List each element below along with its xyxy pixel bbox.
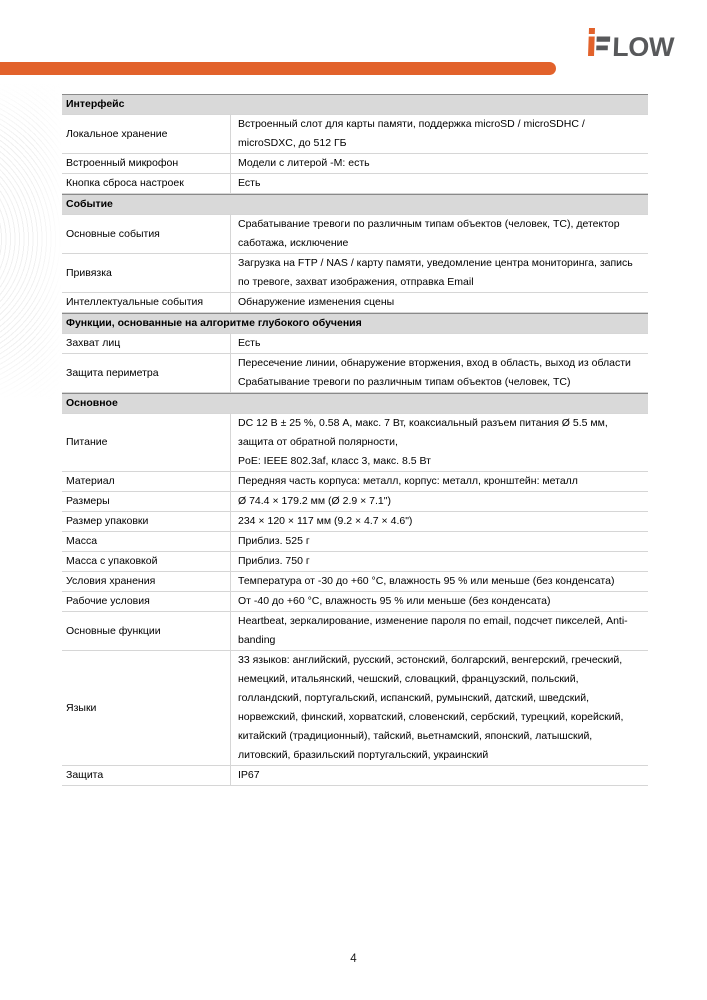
table-row [62,552,648,572]
spec-label: Основные функции [66,624,161,637]
table-row [62,572,648,592]
spec-label: Рабочие условия [66,595,150,607]
spec-value: Heartbeat, зеркалирование, изменение пароля по email, подсчет пикселей, Anti-banding [230,612,648,650]
spec-value: Температура от -30 до +60 °C, влажность 95 % или меньше (без конденсата) [230,572,648,591]
table-row [62,354,648,393]
table-row [62,492,648,512]
table-row [62,472,648,492]
table-row [62,512,648,532]
spec-label: Языки [66,701,97,714]
spec-label: Встроенный микрофон [66,157,179,169]
spec-value: Пересечение линии, обнаружение вторжения, вход в область, выход из области Срабатывание тревоги по различным типам объектов (человек, ТС) [230,354,648,392]
spec-value: Передняя часть корпуса: металл, корпус: металл, кронштейн: металл [230,472,648,491]
spec-value: Есть [230,174,648,193]
section-header: Функции, основанные на алгоритме глубокого обучения [62,313,648,334]
spec-value: Есть [230,334,648,353]
iflow-logo-graphic [587,28,688,56]
spec-label: Материал [66,475,115,487]
spec-value: Обнаружение изменения сцены [230,293,648,312]
section-header: Интерфейс [62,94,648,115]
spec-value: Приблиз. 525 г [230,532,648,551]
spec-label: Интеллектуальные события [66,296,204,308]
spec-label: Питание [66,436,108,448]
spec-label: Масса [66,535,98,547]
spec-table [62,94,648,786]
spec-label: Размер упаковки [66,515,149,527]
spec-label: Основные события [66,227,160,240]
spec-label: Кнопка сброса настроек [66,177,184,189]
spec-value: 33 языков: английский, русский, эстонский, болгарский, венгерский, греческий, немецкий, итальянский, чешский, словацкий, французский, польский, голландский, португальский, испанский, румынский, датский, шведский, норвежский, финский, хорватский, словенский, сербский, турецкий, корейский, китайский (традиционный), тайский, вьетнамский, японский, латышский, литовский, бразильский португальский, украинский [230,651,648,765]
table-row [62,254,648,293]
spec-label: Привязка [66,266,112,279]
spec-value: Загрузка на FTP / NAS / карту памяти, уведомление центра мониторинга, запись по тревоге, захват изображения, отправка Email [230,254,648,292]
table-row [62,174,648,194]
spec-label: Захват лиц [66,337,121,349]
table-row [62,651,648,766]
spec-value: DC 12 В ± 25 %, 0.58 А, макс. 7 Вт, коаксиальный разъем питания Ø 5.5 мм, защита от обратной полярности, PoE: IEEE 802.3af, класс 3, макс. 8.5 Вт [230,414,648,471]
table-row [62,612,648,651]
table-row [62,334,648,354]
section-header: Основное [62,393,648,414]
decorative-swirl [0,84,62,399]
table-row [62,766,648,786]
spec-label: Защита [66,769,104,781]
logo-f-mid-bar [596,46,608,51]
logo-word: LOW [611,32,675,56]
spec-value: Модели с литерой -M: есть [230,154,648,173]
table-row [62,293,648,313]
table-row [62,215,648,254]
spec-label: Масса с упаковкой [66,555,158,567]
spec-label: Локальное хранение [66,127,168,140]
spec-value: IP67 [230,766,648,785]
spec-label: Защита периметра [66,366,159,379]
spec-value: Встроенный слот для карты памяти, поддержка microSD / microSDHC / microSDXC, до 512 ГБ [230,115,648,153]
logo-i-stem [588,37,595,57]
header-accent-bar [0,62,556,75]
iflow-logo [587,28,688,56]
spec-value: Приблиз. 750 г [230,552,648,571]
spec-value: Срабатывание тревоги по различным типам объектов (человек, ТС), детектор саботажа, исключение [230,215,648,253]
table-row [62,592,648,612]
section-header: Событие [62,194,648,215]
table-row [62,154,648,174]
logo-i-dot [589,28,595,34]
page-number: 4 [350,953,357,965]
spec-value: 234 × 120 × 117 мм (9.2 × 4.7 × 4.6") [230,512,648,531]
spec-value: От -40 до +60 °C, влажность 95 % или меньше (без конденсата) [230,592,648,611]
logo-f-top-bar [597,37,611,42]
spec-label: Условия хранения [66,575,156,587]
table-row [62,115,648,154]
table-row [62,414,648,472]
spec-value: Ø 74.4 × 179.2 мм (Ø 2.9 × 7.1") [230,492,648,511]
spec-label: Размеры [66,495,110,507]
table-row [62,532,648,552]
